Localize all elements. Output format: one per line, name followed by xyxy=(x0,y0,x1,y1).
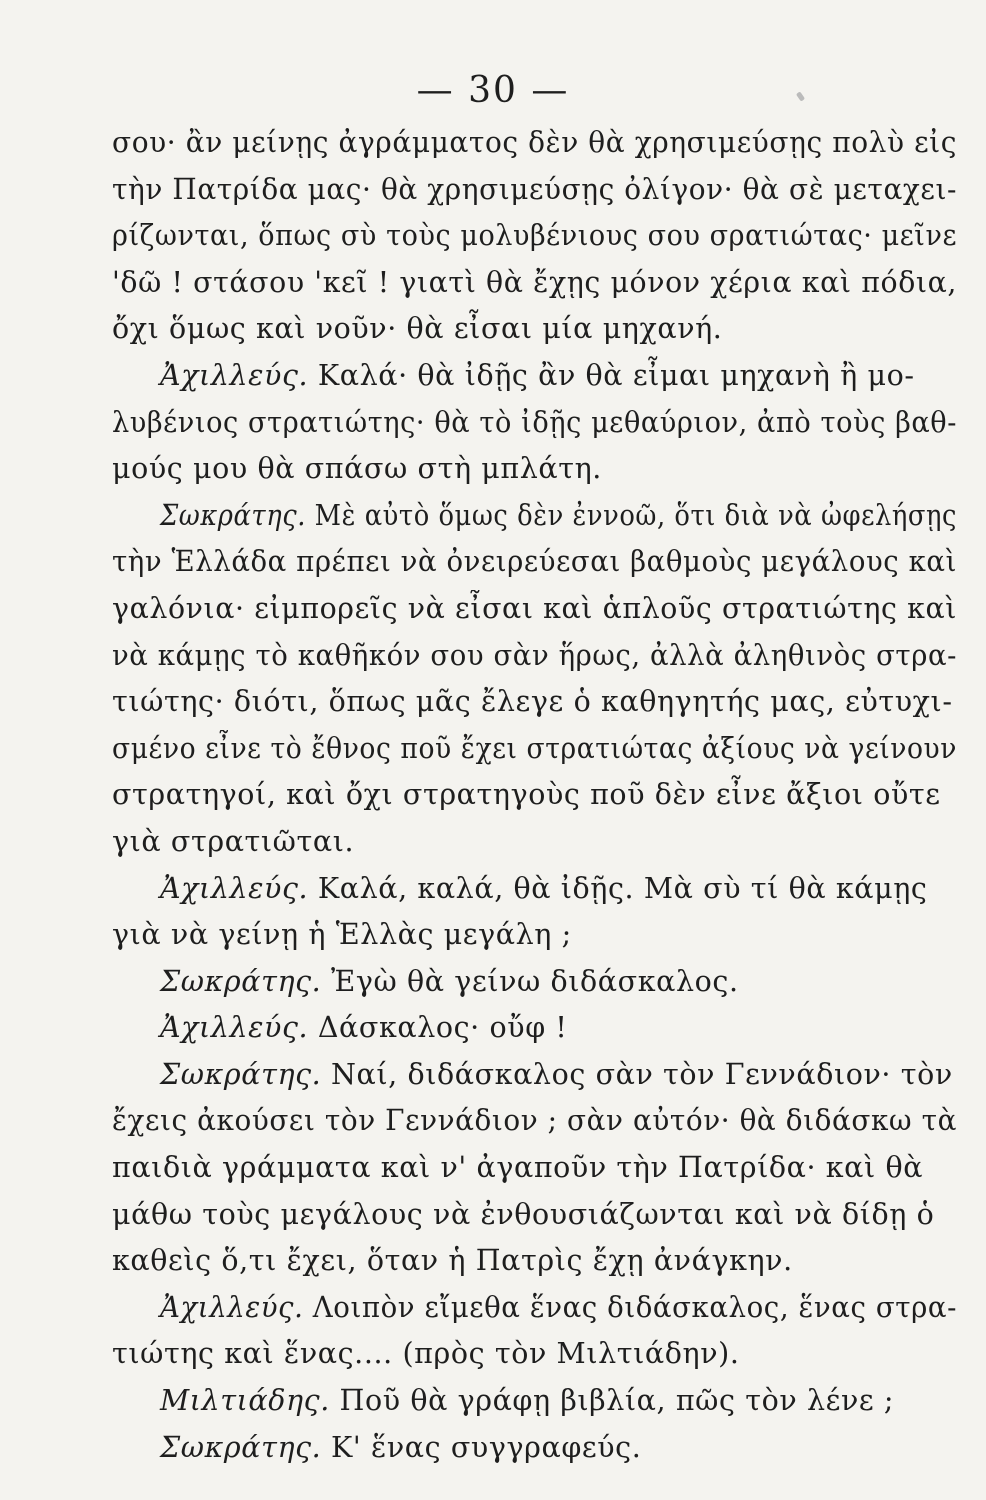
page-number: — 30 — xyxy=(416,70,570,111)
line-text: ἔχεις ἀκούσει τὸν Γεννάδιον ; σὰν αὐτόν· θὰ διδάσκω τὰ xyxy=(112,1104,957,1138)
line-text: παιδιὰ γράμματα καὶ ν' ἀγαποῦν τὴν Πατρίδα· καὶ θὰ xyxy=(112,1151,924,1185)
line-text: καθεὶς ὅ,τι ἔχει, ὅταν ἡ Πατρὶς ἔχῃ ἀνάγκην. xyxy=(112,1244,793,1278)
text-line xyxy=(112,1098,957,1145)
line-text: Δάσκαλος· οὔφ ! xyxy=(308,1011,568,1045)
text-line xyxy=(112,539,957,586)
speaker-name: Ἀχιλλεύς. xyxy=(160,1290,304,1324)
text-line xyxy=(112,866,957,913)
line-text: Καλά, καλά, θὰ ἰδῇς. Μὰ σὺ τί θὰ κάμῃς xyxy=(308,871,928,905)
speaker-name: Ἀχιλλεύς. xyxy=(160,1011,309,1045)
speaker-name: Ἀχιλλεύς. xyxy=(160,871,309,905)
line-text: γαλόνια· εἰμπορεῖς νὰ εἶσαι καὶ ἁπλοῦς στρατιώτης καὶ xyxy=(112,591,957,625)
text-line xyxy=(112,819,957,866)
text-line xyxy=(112,1378,957,1425)
line-text: Ποῦ θὰ γράφῃ βιβλία, πῶς τὸν λένε ; xyxy=(329,1384,895,1418)
text-line xyxy=(112,260,957,307)
line-text: ὄχι ὅμως καὶ νοῦν· θὰ εἶσαι μία μηχανή. xyxy=(112,312,723,346)
text-line xyxy=(112,959,957,1006)
line-text: Ναί, διδάσκαλος σὰν τὸν Γεννάδιον· τὸν xyxy=(321,1057,953,1091)
line-text: γιὰ νὰ γείνῃ ἡ Ἑλλὰς μεγάλη ; xyxy=(112,918,572,952)
text-line xyxy=(112,1005,957,1052)
text-line xyxy=(112,912,957,959)
line-text: Κ' ἕνας συγγραφεύς. xyxy=(321,1430,642,1464)
line-text: Μὲ αὐτὸ ὅμως δὲν ἐννοῶ, ὅτι διὰ νὰ ὠφελήσῃς xyxy=(305,498,957,532)
line-text: τιώτης· διότι, ὅπως μᾶς ἔλεγε ὁ καθηγητής μας, εὐτυχι- xyxy=(112,685,953,719)
text-line xyxy=(112,1285,957,1332)
line-text: σου· ἂν μείνῃς ἀγράμματος δὲν θὰ χρησιμεύσῃς πολὺ εἰς xyxy=(112,126,957,159)
line-text: ρίζωνται, ὅπως σὺ τοὺς μολυβένιους σου σρατιώτας· μεῖνε xyxy=(112,219,957,253)
text-line xyxy=(112,493,957,540)
speaker-name: Σωκράτης. xyxy=(160,498,306,532)
text-line xyxy=(112,353,957,400)
text-line xyxy=(112,1238,957,1285)
line-text: τιώτης καὶ ἕνας.... (πρὸς τὸν Μιλτιάδην). xyxy=(112,1337,740,1371)
text-line xyxy=(112,446,957,493)
line-text: στρατηγοί, καὶ ὄχι στρατηγοὺς ποῦ δὲν εἶνε ἄξιοι οὔτε xyxy=(112,778,941,812)
text-line xyxy=(112,586,957,633)
text-line xyxy=(112,1145,957,1192)
speaker-name: Ἀχιλλεύς. xyxy=(160,358,309,392)
speaker-name: Σωκράτης. xyxy=(160,1430,322,1464)
text-line xyxy=(112,633,957,680)
speaker-name: Σωκράτης. xyxy=(160,964,322,998)
line-text: μούς μου θὰ σπάσω στὴ μπλάτη. xyxy=(112,452,602,486)
line-text: μάθω τοὺς μεγάλους νὰ ἐνθουσιάζωνται καὶ νὰ δίδῃ ὁ xyxy=(112,1197,935,1231)
line-text: Λοιπὸν εἴμεθα ἕνας διδάσκαλος, ἕνας στρα- xyxy=(303,1290,957,1324)
text-line xyxy=(112,679,957,726)
speaker-name: Μιλτιάδης. xyxy=(160,1384,330,1418)
text-line xyxy=(112,1052,957,1099)
speaker-name: Σωκράτης. xyxy=(160,1057,322,1091)
text-line xyxy=(112,726,957,773)
text-line xyxy=(112,1331,957,1378)
line-text: λυβένιος στρατιώτης· θὰ τὸ ἰδῇς μεθαύριον, ἀπὸ τοὺς βαθ- xyxy=(112,405,957,439)
line-text: Ἐγὼ θὰ γείνω διδάσκαλος. xyxy=(321,964,739,998)
text-line xyxy=(112,1192,957,1239)
text-line xyxy=(112,1425,957,1472)
line-text: τὴν Ἑλλάδα πρέπει νὰ ὀνειρεύεσαι βαθμοὺς μεγάλους καὶ xyxy=(112,545,957,579)
text-line xyxy=(112,167,957,214)
line-text: γιὰ στρατιῶται. xyxy=(112,824,355,858)
line-text: νὰ κάμῃς τὸ καθῆκόν σου σὰν ἥρως, ἀλλὰ ἀληθινὸς στρα- xyxy=(112,638,957,672)
page-body-text xyxy=(112,120,957,1471)
line-text: τὴν Πατρίδα μας· θὰ χρησιμεύσῃς ὀλίγον· θὰ σὲ μεταχει- xyxy=(112,172,957,206)
text-line xyxy=(112,772,957,819)
text-line xyxy=(112,213,957,260)
text-line xyxy=(112,120,957,167)
line-text: Καλά· θὰ ἰδῇς ἂν θὰ εἶμαι μηχανὴ ἢ μο- xyxy=(308,358,915,392)
line-text: σμένο εἶνε τὸ ἔθνος ποῦ ἔχει στρατιώτας ἀξίους νὰ γείνουν xyxy=(112,731,957,765)
text-line xyxy=(112,400,957,447)
text-line xyxy=(112,306,957,353)
line-text: 'δῶ ! στάσου 'κεῖ ! γιατὶ θὰ ἔχῃς μόνον χέρια καὶ πόδια, xyxy=(112,265,957,299)
